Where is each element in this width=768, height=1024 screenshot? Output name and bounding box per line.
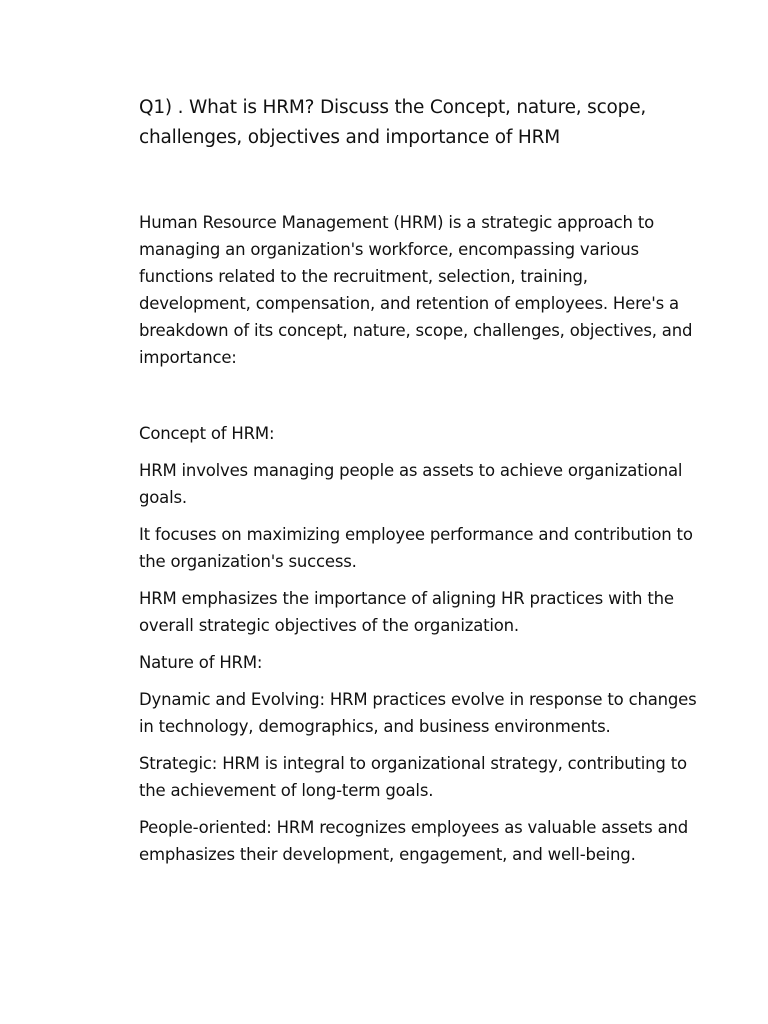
concept-point: It focuses on maximizing employee performance and contribution to the organization's success. [139, 525, 693, 571]
concept-heading: Concept of HRM: [139, 424, 275, 443]
concept-point: HRM involves managing people as assets to achieve organizational goals. [139, 461, 683, 507]
intro-paragraph: Human Resource Management (HRM) is a strategic approach to managing an organization's workforce, encompassing various functions related to the recruitment, selection, training, development, compensation, and retention of employees. Here's a breakdown of its concept, nature, scope, challenges, objectives, and importance: [139, 213, 693, 367]
question-title: Q1) . What is HRM? Discuss the Concept, nature, scope, challenges, objectives and importance of HRM [139, 97, 647, 148]
nature-heading: Nature of HRM: [139, 653, 263, 672]
document-page [139, 93, 699, 868]
nature-point: Strategic: HRM is integral to organizational strategy, contributing to the achievement of long-term goals. [139, 754, 687, 800]
nature-point: Dynamic and Evolving: HRM practices evolve in response to changes in technology, demographics, and business environments. [139, 690, 697, 736]
concept-point: HRM emphasizes the importance of aligning HR practices with the overall strategic objectives of the organization. [139, 589, 674, 635]
nature-point: People-oriented: HRM recognizes employees as valuable assets and emphasizes their development, engagement, and well-being. [139, 818, 689, 864]
